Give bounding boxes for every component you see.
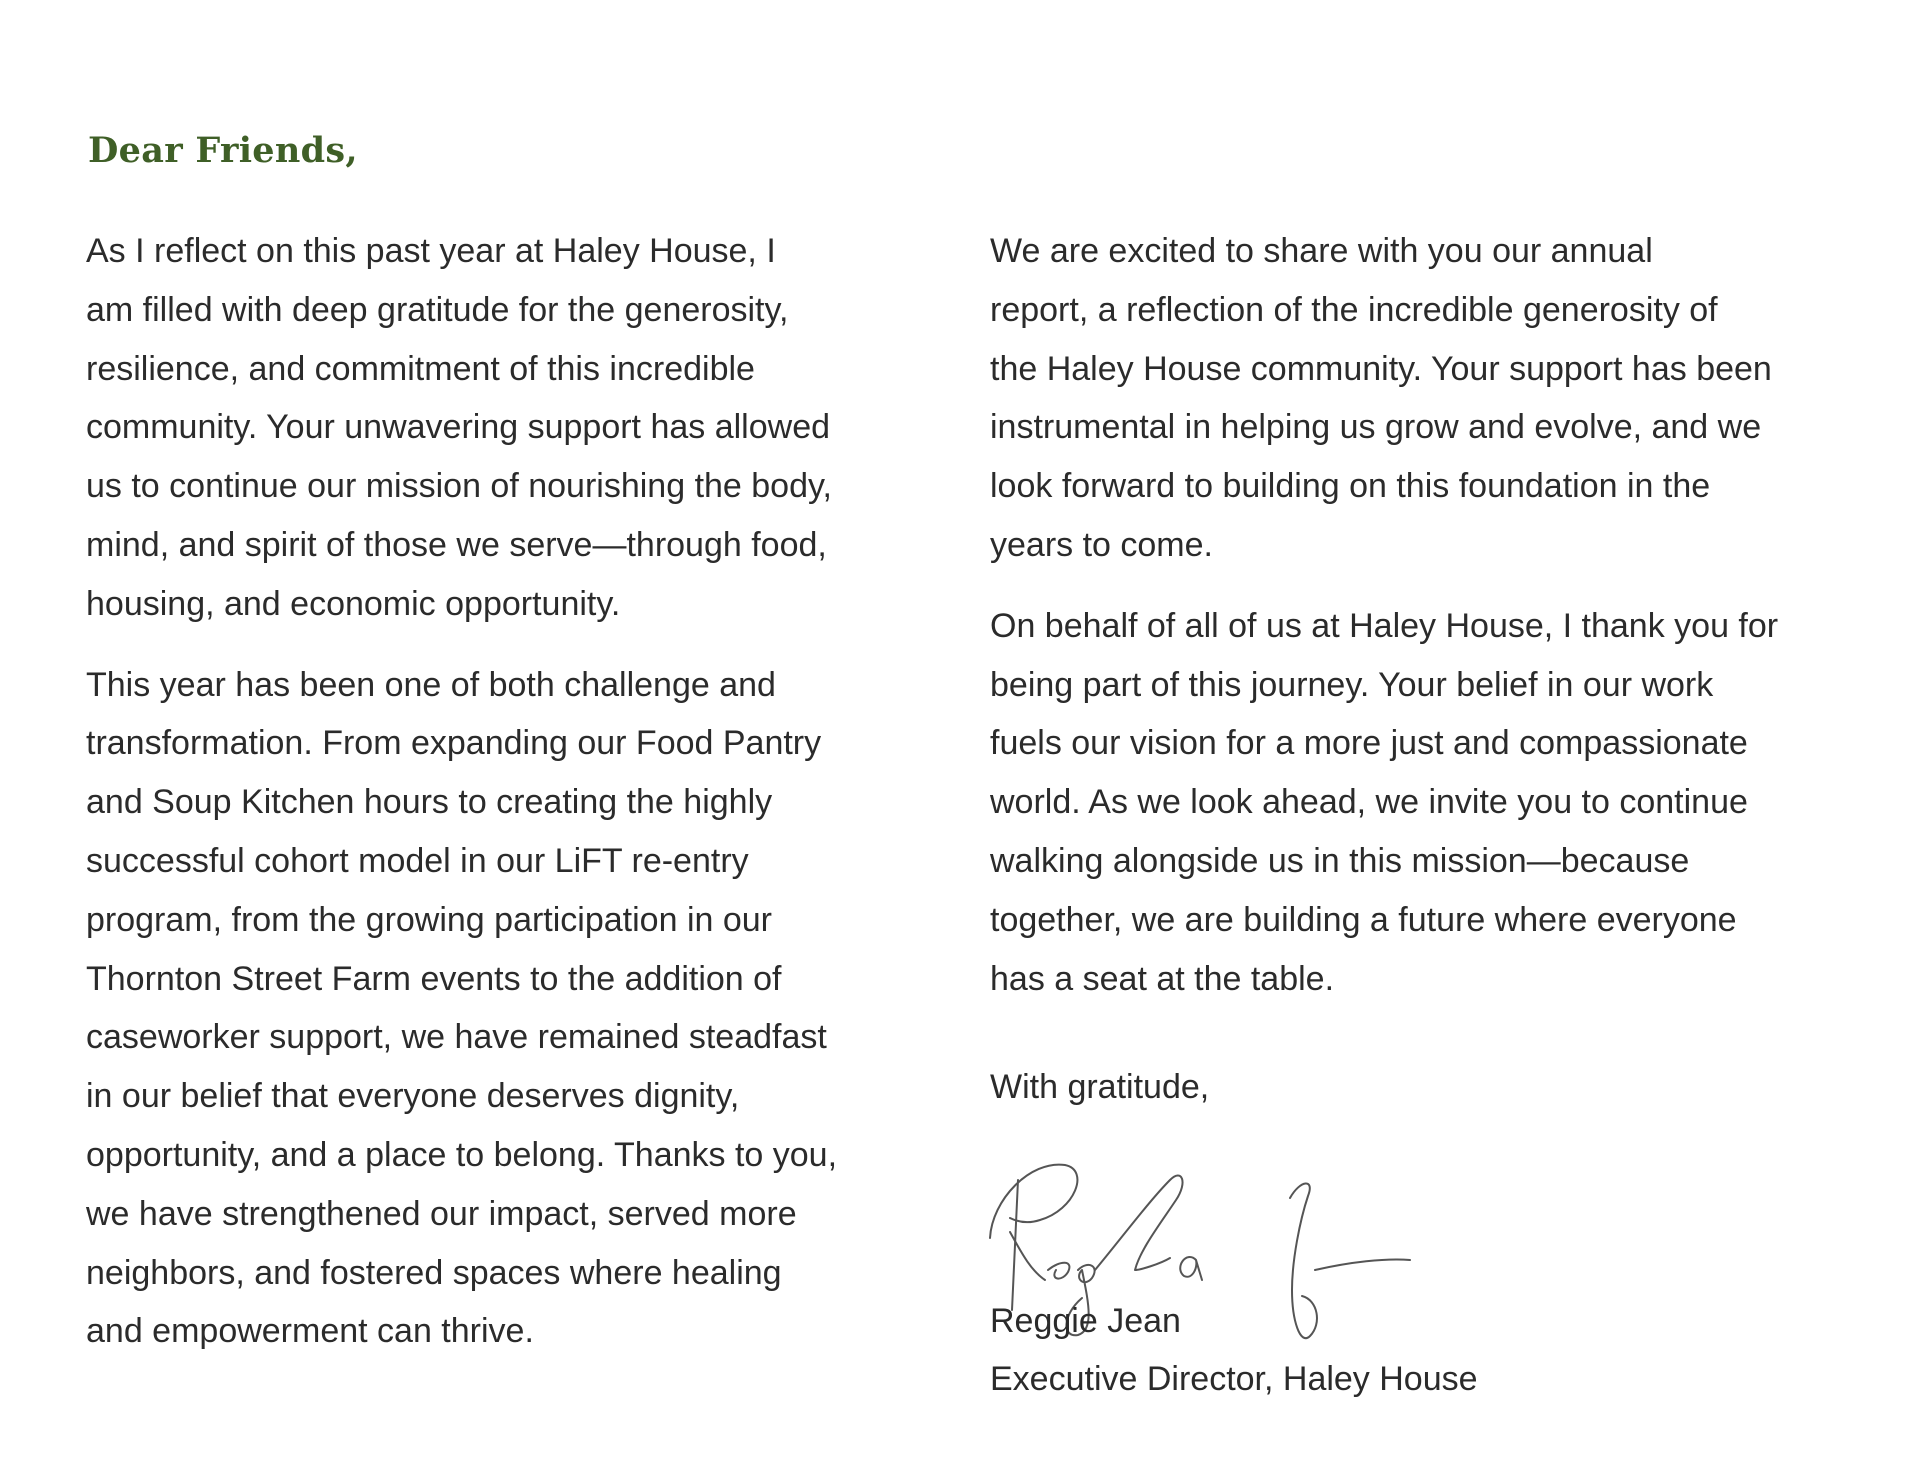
- text-line: caseworker support, we have remained steadfast: [86, 1018, 827, 1057]
- text-line: fuels our vision for a more just and compassionate: [990, 724, 1748, 763]
- paragraph-reflection: [86, 222, 986, 634]
- paragraph-year-review: [86, 656, 986, 1362]
- text-line: mind, and spirit of those we serve—through food,: [86, 525, 827, 564]
- text-line: world. As we look ahead, we invite you to continue: [990, 783, 1748, 822]
- text-line: opportunity, and a place to belong. Thanks to you,: [86, 1135, 838, 1174]
- text-line: This year has been one of both challenge and: [86, 665, 776, 704]
- text-line: together, we are building a future where everyone: [990, 900, 1737, 939]
- text-line: years to come.: [990, 525, 1213, 564]
- paragraph-annual-report: [990, 222, 1890, 575]
- text-line: being part of this journey. Your belief in our work: [990, 665, 1714, 704]
- text-line: As I reflect on this past year at Haley House, I: [86, 232, 776, 270]
- text-line: community. Your unwavering support has allowed: [86, 408, 831, 447]
- text-line: walking alongside us in this mission—because: [990, 841, 1690, 880]
- text-line: us to continue our mission of nourishing the body,: [86, 467, 832, 506]
- text-line: am filled with deep gratitude for the generosity,: [86, 290, 789, 329]
- paragraph-thank-you: [990, 597, 1890, 1009]
- signer-name: Reggie Jean: [990, 1302, 1181, 1340]
- text-line: On behalf of all of us at Haley House, I thank you for: [990, 606, 1779, 645]
- greeting-heading: Dear Friends,: [88, 130, 358, 171]
- text-line: and Soup Kitchen hours to creating the highly: [86, 783, 773, 822]
- text-line: report, a reflection of the incredible generosity of: [990, 290, 1718, 329]
- text-line: we have strengthened our impact, served more: [86, 1194, 797, 1233]
- text-line: has a seat at the table.: [990, 959, 1335, 998]
- text-line: neighbors, and fostered spaces where healing: [86, 1253, 782, 1292]
- text-line: Thornton Street Farm events to the addition of: [86, 959, 782, 998]
- text-line: look forward to building on this foundation in the: [990, 467, 1711, 506]
- closing-salutation: With gratitude,: [990, 1068, 1210, 1106]
- text-line: and empowerment can thrive.: [86, 1312, 534, 1351]
- letter-right-column: [990, 222, 1890, 1030]
- text-line: successful cohort model in our LiFT re-entry: [86, 841, 749, 880]
- text-line: the Haley House community. Your support has been: [990, 349, 1772, 388]
- letter-left-column: [86, 222, 986, 1383]
- text-line: instrumental in helping us grow and evolve, and we: [990, 408, 1762, 447]
- text-line: We are excited to share with you our annual: [990, 232, 1653, 270]
- text-line: program, from the growing participation in our: [86, 900, 772, 939]
- text-line: resilience, and commitment of this incredible: [86, 349, 755, 388]
- text-line: housing, and economic opportunity.: [86, 584, 621, 623]
- signer-title: Executive Director, Haley House: [990, 1360, 1478, 1398]
- text-line: in our belief that everyone deserves dignity,: [86, 1077, 740, 1116]
- text-line: transformation. From expanding our Food Pantry: [86, 724, 822, 763]
